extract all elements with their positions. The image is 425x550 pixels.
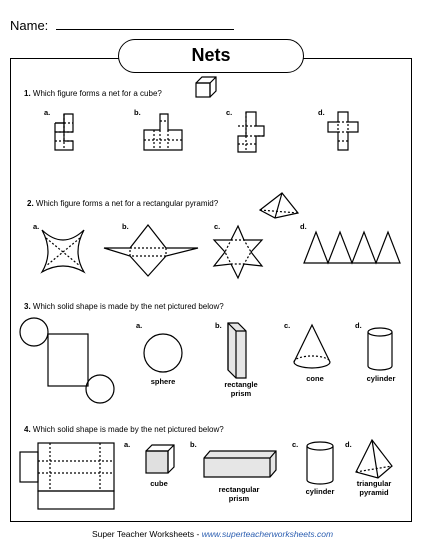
q1-net-c <box>238 112 264 152</box>
cube-icon <box>196 77 216 97</box>
footer-site-link[interactable]: www.superteacherworksheets.com <box>201 529 334 539</box>
q4-option-a[interactable]: a. <box>124 440 131 449</box>
q1-option-a[interactable]: a. <box>44 108 51 117</box>
q2-option-c[interactable]: c. <box>214 222 221 231</box>
question-2-text: Which figure forms a net for a rectangular pyramid? <box>35 199 219 208</box>
q1-option-c[interactable]: c. <box>226 108 233 117</box>
q3-cone-drawing <box>294 325 330 368</box>
q2-option-b[interactable]: b. <box>122 222 129 231</box>
q3-sphere-drawing <box>144 334 182 372</box>
q4-cylinder-drawing <box>307 442 333 484</box>
q1-net-b <box>144 114 182 150</box>
worksheet-title: Nets <box>118 39 304 73</box>
footer-brand: Super Teacher Worksheets - <box>91 529 202 539</box>
q4-caption-triangular-pyramid: triangular pyramid <box>356 479 392 497</box>
q4-option-c[interactable]: c. <box>292 440 299 449</box>
q2-option-d[interactable]: d. <box>300 222 307 231</box>
q3-net <box>20 318 114 403</box>
q2-option-a[interactable]: a. <box>33 222 40 231</box>
q2-net-a <box>42 230 84 272</box>
q1-net-d <box>328 112 358 150</box>
name-label: Name: <box>10 18 49 33</box>
q3-caption-cylinder: cylinder <box>366 374 396 383</box>
q4-net <box>20 443 114 509</box>
q2-net-c <box>214 226 262 278</box>
q3-cylinder-drawing <box>368 328 392 370</box>
question-1-number: 1. <box>24 89 31 98</box>
q3-caption-sphere: sphere <box>150 377 176 386</box>
q2-net-d <box>304 232 400 263</box>
q2-net-b <box>104 225 198 276</box>
question-4-text: Which solid shape is made by the net pictured below? <box>32 425 224 434</box>
q3-prism-drawing <box>228 323 246 378</box>
q4-caption-cylinder: cylinder <box>305 487 335 496</box>
question-2-number: 2. <box>27 199 34 208</box>
q4-caption-rectangular-prism: rectangular prism <box>218 485 260 503</box>
question-3-number: 3. <box>24 302 31 311</box>
question-4-number: 4. <box>24 425 31 434</box>
q4-caption-cube: cube <box>150 479 168 488</box>
pyramid-icon <box>260 193 298 218</box>
q4-prism-drawing <box>204 451 276 477</box>
question-1-text: Which figure forms a net for a cube? <box>32 89 162 98</box>
q3-caption-rectangle-prism: rectangle prism <box>224 380 258 398</box>
q3-option-b[interactable]: b. <box>215 321 222 330</box>
q3-option-a[interactable]: a. <box>136 321 143 330</box>
q4-option-b[interactable]: b. <box>190 440 197 449</box>
q1-net-a <box>55 114 73 150</box>
q4-option-d[interactable]: d. <box>345 440 352 449</box>
q4-cube-drawing <box>146 445 174 473</box>
q3-option-c[interactable]: c. <box>284 321 291 330</box>
q3-caption-cone: cone <box>306 374 324 383</box>
question-3-text: Which solid shape is made by the net pictured below? <box>32 302 224 311</box>
q1-option-b[interactable]: b. <box>134 108 141 117</box>
q1-option-d[interactable]: d. <box>318 108 325 117</box>
q3-option-d[interactable]: d. <box>355 321 362 330</box>
q4-pyramid-drawing <box>356 440 392 478</box>
footer <box>0 529 425 539</box>
